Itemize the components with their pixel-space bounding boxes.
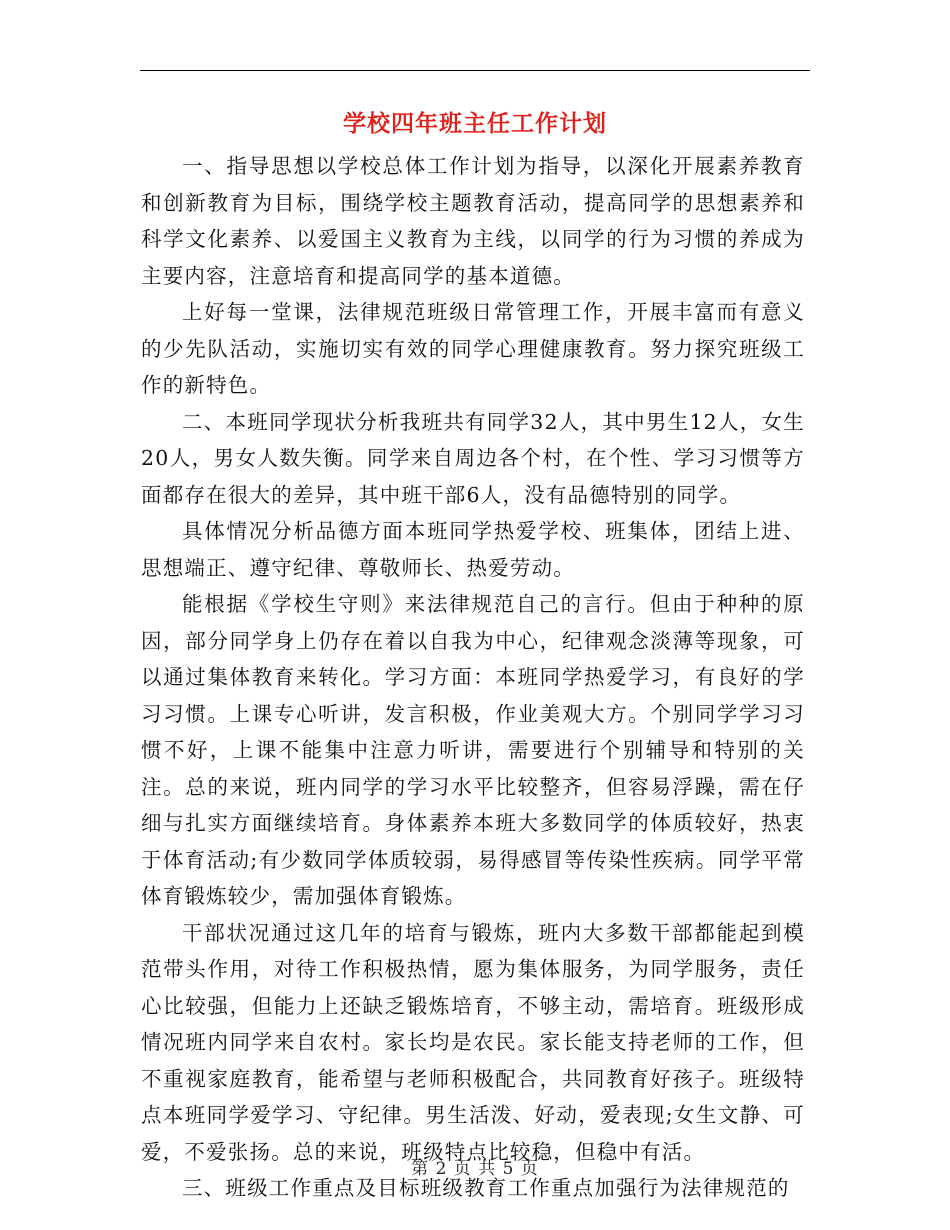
paragraph-cadre-status: 干部状况通过这几年的培育与锻炼，班内大多数干部都能起到模范带头作用，对待工作积极热情，愿为集体服务，为同学服务，责任心比较强，但能力上还缺乏锻炼培育，不够主动，需培育。班级形成情况班内同学来自农村。家长均是农民。家长能支持老师的工作，但不重视家庭教育，能希望与老师积极配合，共同教育好孩子。班级特点本班同学爱学习、守纪律。男生活泼、好动，爱表现;女生文静、可爱，不爱张扬。总的来说，班级特点比较稳，但稳中有活。 bbox=[141, 920, 805, 1164]
page-number-footer: 第 2 页 共 5 页 bbox=[411, 1159, 539, 1179]
header-rule bbox=[140, 70, 810, 71]
paragraph-guiding-ideology: 一、指导思想以学校总体工作计划为指导，以深化开展素养教育和创新教育为目标，围绕学校主题教育活动，提高同学的思想素养和科学文化素养、以爱国主义教育为主线，以同学的行为习惯的养成为主要内容，注意培育和提高同学的基本道德。 bbox=[141, 154, 805, 288]
paragraph-study-analysis: 能根据《学校生守则》来法律规范自己的言行。但由于种种的原因，部分同学身上仍存在着以自我为中心，纪律观念淡薄等现象，可以通过集体教育来转化。学习方面：本班同学热爱学习，有良好的学习习惯。上课专心听讲，发言积极，作业美观大方。个别同学学习习惯不好，上课不能集中注意力听讲，需要进行个别辅导和特别的关注。总的来说，班内同学的学习水平比较整齐，但容易浮躁，需在仔细与扎实方面继续培育。身体素养本班大多数同学的体质较好，热衷于体育活动;有少数同学体质较弱，易得感冒等传染性疾病。同学平常体育锻炼较少，需加强体育锻炼。 bbox=[141, 592, 805, 908]
paragraph-student-status: 二、本班同学现状分析我班共有同学32人，其中男生12人，女生20人，男女人数失衡。同学来自周边各个村，在个性、学习习惯等方面都存在很大的差异，其中班干部6人，没有品德特别的同学。 bbox=[141, 409, 805, 507]
paragraph-class-management: 上好每一堂课，法律规范班级日常管理工作，开展丰富而有意义的少先队活动，实施切实有效的同学心理健康教育。努力探究班级工作的新特色。 bbox=[141, 300, 805, 397]
paragraph-work-focus: 三、班级工作重点及目标班级教育工作重点加强行为法律规范的 bbox=[182, 1176, 790, 1200]
paragraph-moral-analysis: 具体情况分析品德方面本班同学热爱学校、班集体，团结上进、思想端正、遵守纪律、尊敬师长、热爱劳动。 bbox=[141, 519, 805, 580]
document-body bbox=[141, 148, 805, 1207]
document-title: 学校四年班主任工作计划 bbox=[343, 111, 607, 137]
